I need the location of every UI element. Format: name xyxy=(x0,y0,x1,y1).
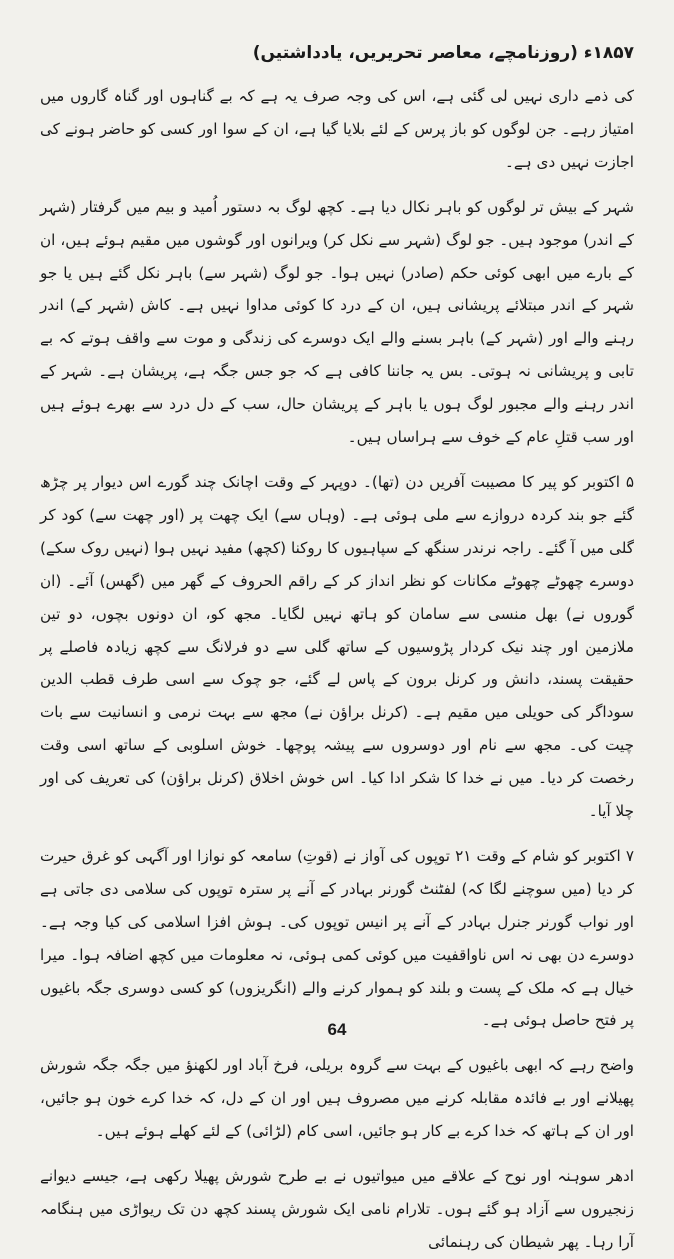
page-number: 64 xyxy=(327,1020,347,1039)
paragraph-4: ۷ اکتوبر کو شام کے وقت ۲۱ توپوں کی آواز نے (قوتِ) سامعہ کو نوازا اور آگہی کو غرق حیرت کر دیا (میں سوچنے لگا کہ) لفٹنٹ گورنر بہادر کے آنے پر سترہ توپوں کی سلامی دی جاتی ہے اور نواب گورنر جنرل بہادر کے آنے پر انیس توپوں کی۔ ہوش افزا اسلامی کی کیا وجہ ہے۔ دوسرے دن بھی نہ اس ناواقفیت میں کوئی کمی ہوئی، نہ معلومات میں کچھ اضافہ ہوا۔ میرا خیال ہے کہ ملک کے پست و بلند کو ہموار کرنے والے (انگریزوں) کو کسی دوسری جگہ باغیوں پر فتح حاصل ہوئی ہے۔ xyxy=(40,846,634,1030)
paragraph-6: ادھر سوہنہ اور نوح کے علاقے میں میواتیوں نے بے طرح شورش پھیلا رکھی ہے، جیسے دیوانے زنجیروں سے آزاد ہو گئے ہوں۔ تلارام نامی ایک شورش پسند کچھ دن تک ریواڑی میں ہنگامہ آرا رہا۔ پھر شیطان کی رہنمائی xyxy=(40,1167,634,1251)
running-head: ۱۸۵۷ء (روزنامچے، معاصر تحریریں، یادداشتیں) xyxy=(252,43,634,63)
paragraph-2: شہر کے بیش تر لوگوں کو باہر نکال دیا ہے۔ کچھ لوگ بہ دستور اُمید و بیم میں گرفتار (شہر کے اندر) موجود ہیں۔ جو لوگ (شہر سے نکل کر) ویرانوں اور گوشوں میں مقیم ہوئے ہیں، ان کے بارے میں ابھی کوئی حکم (صادر) نہیں ہوا۔ جو لوگ (شہر سے) باہر نکل گئے ہیں یا جو شہر کے اندر مبتلائے پریشانی ہیں، ان کے درد کا کوئی مداوا نہیں ہے۔ کاش (شہر کے) اندر رہنے والے اور (شہر کے) باہر بسنے والے ایک دوسرے کی زندگی و موت سے واقف ہوتے کہ بے تابی و پریشانی نہ ہوتی۔ بس یہ جاننا کافی ہے کہ جو جس جگہ ہے، پریشان ہے۔ شہر کے اندر رہنے والے مجبور لوگ ہوں یا باہر کے پریشان حال، سب کے دل درد سے بھرے ہوئے ہیں اور سب قتلِ عام کے خوف سے ہراساں ہیں۔ xyxy=(40,197,634,447)
paragraph-3: ۵ اکتوبر کو پیر کا مصیبت آفریں دن (تھا)۔ دوپہر کے وقت اچانک چند گورے اس دیوار پر چڑھ گئے جو بند کردہ دروازے سے ملی ہوئی ہے۔ (وہاں سے) ایک چھت پر (اور چھت سے) کود کر گلی میں آ گئے۔ راجہ نرندر سنگھ کے سپاہیوں کا روکنا (کچھ) مفید نہیں ہوا (نہیں روک سکے) دوسرے چھوٹے چھوٹے مکانات کو نظر انداز کر کے راقم الحروف کے گھر میں (گھس) آئے۔ (ان گوروں نے) بھل منسی سے سامان کو ہاتھ نہیں لگایا۔ مجھ کو، ان دونوں بچوں، دو تین ملازمین اور چند نیک کردار پڑوسیوں کے ساتھ گلی سے دو فرلانگ سے کچھ زیادہ فاصلے پر حقیقت پسند، دانش ور کرنل برون کے پاس لے گئے، جو چوک سے اسی طرف قطب الدین سوداگر کی حویلی میں مقیم ہے۔ (کرنل براؤن نے) مجھ سے بہت نرمی و انسانیت سے بات چیت کی۔ مجھ سے نام اور دوسروں سے پیشہ پوچھا۔ خوش اسلوبی کے ساتھ اسی وقت رخصت کر دیا۔ میں نے خدا کا شکر ادا کیا۔ اس خوش اخلاق (کرنل براؤن) کی تعریف کی اور چلا آیا۔ xyxy=(40,472,634,821)
paragraph-5: واضح رہے کہ ابھی باغیوں کے بہت سے گروہ بریلی، فرخ آباد اور لکھنؤ میں جگہ جگہ شورش پھیلانے اور بے فائدہ مقابلہ کرنے میں مصروف ہیں اور ان کے دل، کہ خدا کرے خون ہو جائیں، اور ان کے ہاتھ کہ خدا کرے بے کار ہو جائیں، اسی کام (لڑائی) کے لئے کھلے ہوئے ہیں۔ xyxy=(40,1056,634,1141)
paragraph-1: کی ذمے داری نہیں لی گئی ہے، اس کی وجہ صرف یہ ہے کہ بے گناہوں اور گناہ گاروں میں امتیاز رہے۔ جن لوگوں کو باز پرس کے لئے بلایا گیا ہے، ان کے سوا اور کسی کو حاضر ہونے کی اجازت نہیں دی ہے۔ xyxy=(40,87,634,171)
